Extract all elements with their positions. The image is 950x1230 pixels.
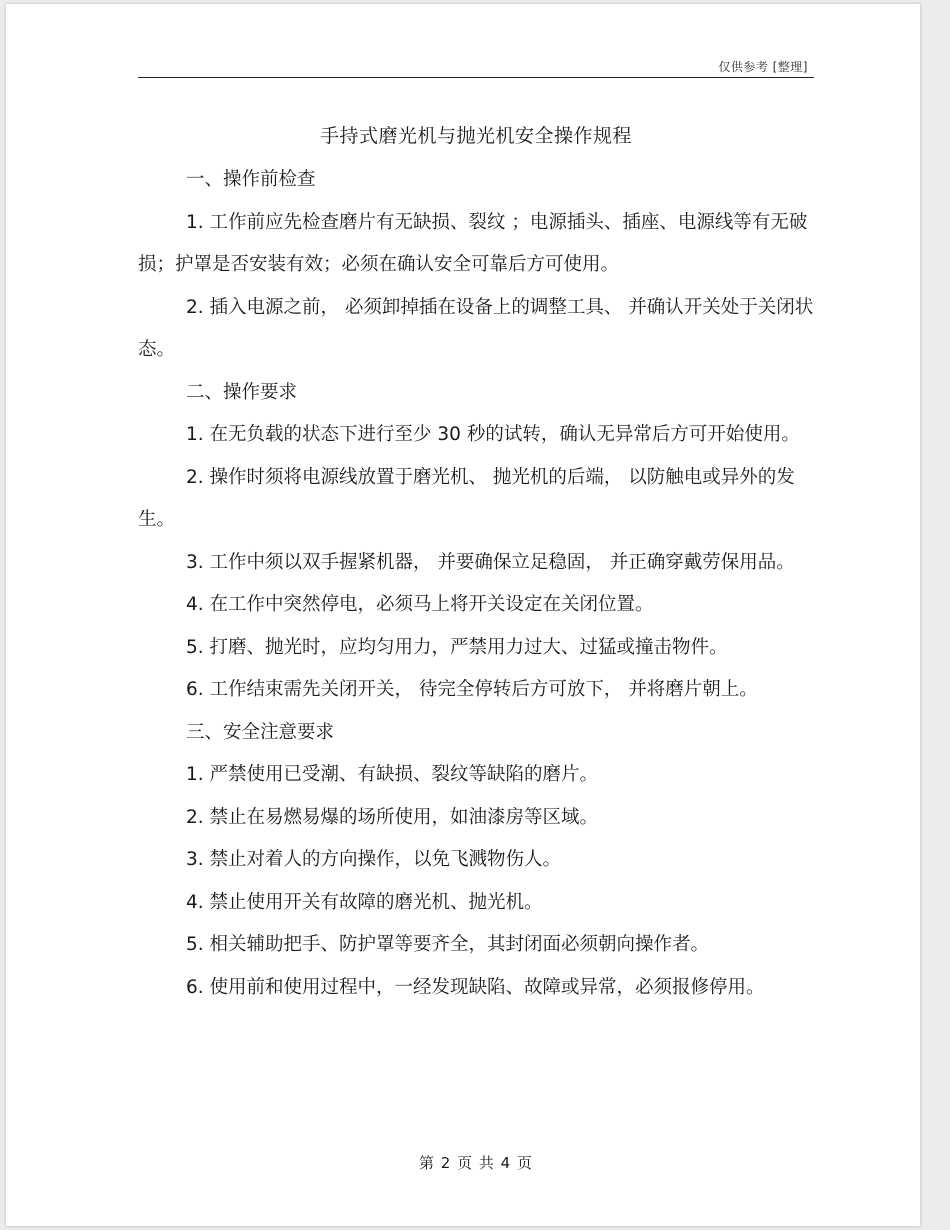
header-divider [138,77,814,78]
paragraph: 3. 禁止对着人的方向操作，以免飞溅物伤人。 [186,849,562,870]
document-page [6,4,920,1226]
paragraph: 4. 在工作中突然停电，必须马上将开关设定在关闭位置。 [186,594,654,615]
paragraph: 6. 使用前和使用过程中，一经发现缺陷、故障或异常，必须报修停用。 [186,976,765,998]
paragraph: 5. 打磨、抛光时，应均匀用力，严禁用力过大、过猛或撞击物件。 [186,636,728,658]
paragraph: 6. 工作结束需先关闭开关， 待完全停转后方可放下， 并将磨片朝上。 [186,679,758,700]
paragraph: 2. 插入电源之前， 必须卸掉插在设备上的调整工具、 并确认开关处于关闭状态。 [138,296,814,360]
document-body [138,159,814,1009]
paragraph: 3. 工作中须以双手握紧机器， 并要确保立足稳固， 并正确穿戴劳保用品。 [186,551,795,573]
paragraph: 1. 在无负载的状态下进行至少 30 秒的试转，确认无异常后方可开始使用。 [186,424,800,445]
section-heading: 一、操作前检查 [186,169,316,190]
document-title: 手持式磨光机与抛光机安全操作规程 [319,125,632,147]
paragraph: 2. 操作时须将电源线放置于磨光机、 抛光机的后端， 以防触电或异外的发生。 [138,466,795,530]
section-heading: 三、安全注意要求 [186,721,335,743]
page-number: 第 2 页 共 4 页 [419,1154,533,1172]
paragraph: 4. 禁止使用开关有故障的磨光机、抛光机。 [186,891,543,913]
paragraph: 1. 工作前应先检查磨片有无缺损、裂纹 ；电源插头、插座、电源线等有无破损；护罩是否安装有效；必须在确认安全可靠后方可使用。 [138,211,808,275]
paragraph: 5. 相关辅助把手、防护罩等要齐全，其封闭面必须朝向操作者。 [186,934,710,955]
header-note: 仅供参考 [整理] [718,60,808,74]
paragraph: 1. 严禁使用已受潮、有缺损、裂纹等缺陷的磨片。 [186,764,599,785]
section-heading: 二、操作要求 [186,381,298,403]
paragraph: 2. 禁止在易燃易爆的场所使用，如油漆房等区域。 [186,806,599,828]
